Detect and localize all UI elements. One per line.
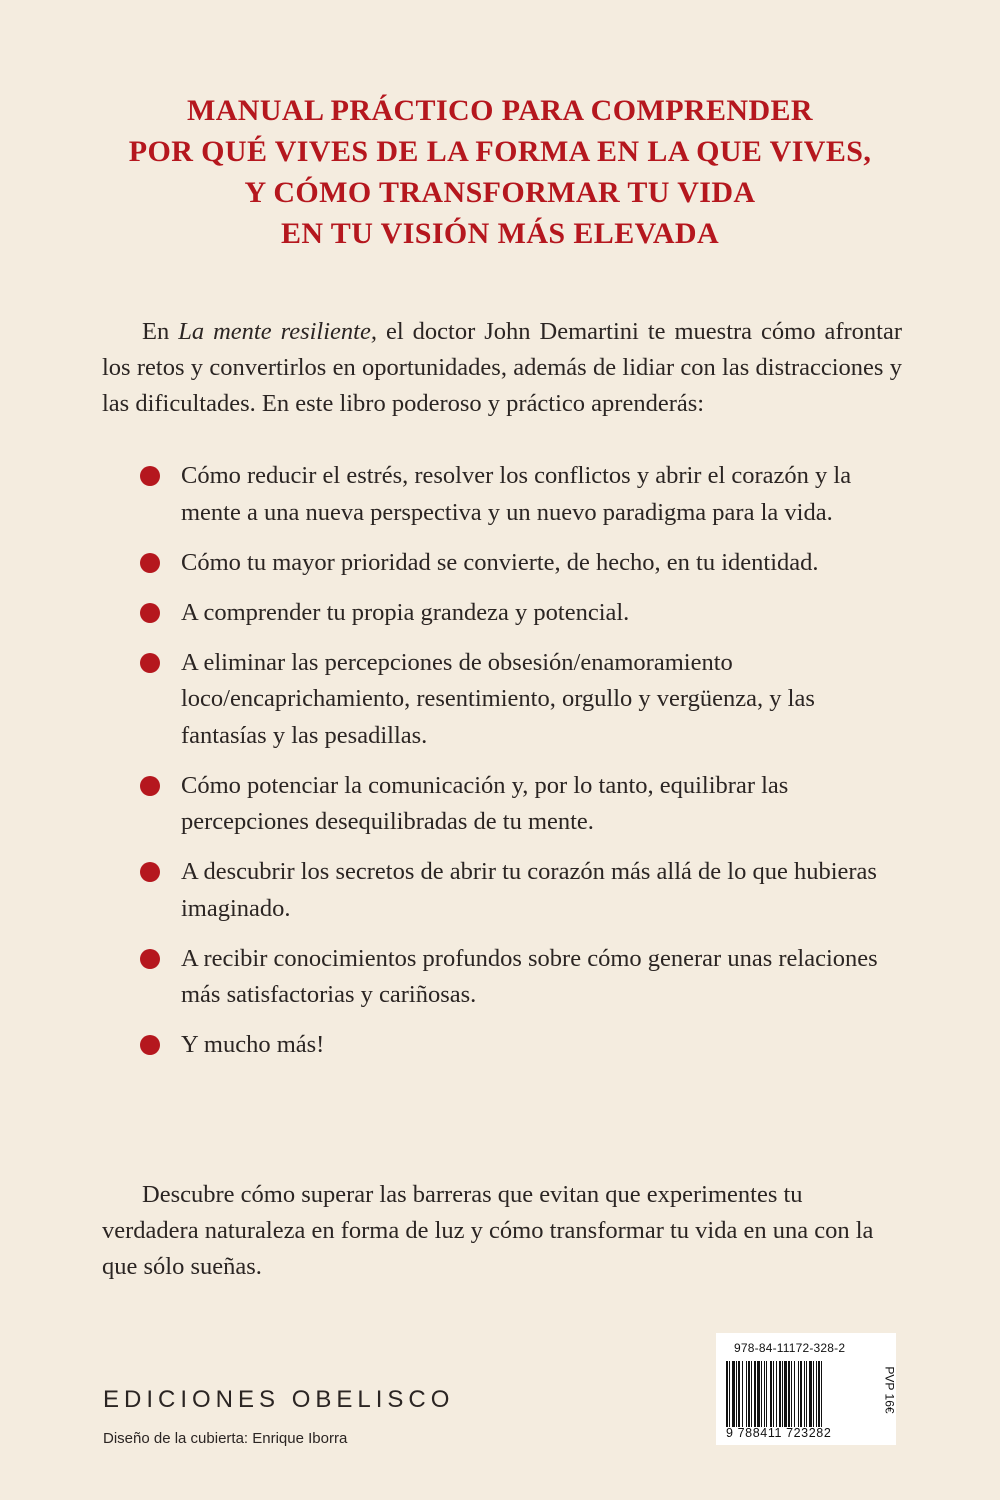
bullet-dot-icon — [140, 466, 160, 486]
list-item-text: Y mucho más! — [181, 1031, 325, 1058]
list-item-text: Cómo potenciar la comunicación y, por lo tanto, equilibrar las percepciones desequilibradas de tu mente. — [181, 771, 789, 835]
list-item — [102, 1027, 902, 1064]
isbn-number: 978-84-11172-328-2 — [734, 1341, 846, 1355]
list-item-text: Cómo tu mayor prioridad se convierte, de hecho, en tu identidad. — [181, 548, 819, 576]
barcode-digits: 9 788411 723282 — [726, 1426, 832, 1440]
bullet-dot-icon — [140, 1035, 160, 1055]
price-label: PVP 16€ — [882, 1366, 897, 1414]
headline-line: MANUAL PRÁCTICO PARA COMPRENDER — [187, 94, 813, 127]
intro-paragraph — [102, 314, 902, 423]
list-item — [102, 458, 902, 531]
headline-line: Y CÓMO TRANSFORMAR TU VIDA — [244, 176, 756, 209]
bullet-dot-icon — [140, 653, 160, 673]
book-title: La mente resiliente, — [178, 317, 377, 345]
list-item — [102, 595, 902, 632]
bullet-dot-icon — [140, 949, 160, 969]
list-item — [102, 854, 902, 927]
list-item-text: A descubrir los secretos de abrir tu corazón más allá de lo que hubieras imaginado. — [181, 858, 877, 922]
list-item-text: Cómo reducir el estrés, resolver los conflictos y abrir el corazón y la mente a una nueva perspectiva y un nuevo paradigma para la vida. — [181, 462, 852, 526]
list-item-text: A recibir conocimientos profundos sobre cómo generar unas relaciones más satisfactorias y cariñosas. — [181, 944, 878, 1008]
bullet-dot-icon — [140, 862, 160, 882]
publisher-name: EDICIONES OBELISCO — [103, 1386, 455, 1413]
bullet-dot-icon — [140, 553, 160, 573]
intro-text: el doctor John Demartini te muestra cómo afrontar los retos y convertirlos en oportunidades, además de lidiar con las distracciones y las dificultades. En este libro poderoso y práctico aprenderás: — [102, 317, 902, 418]
headline-line: POR QUÉ VIVES DE LA FORMA EN LA QUE VIVES, — [128, 135, 872, 168]
barcode-icon — [724, 1361, 874, 1427]
list-item — [102, 645, 902, 755]
cover-design-credit: Diseño de la cubierta: Enrique Iborra — [103, 1430, 348, 1447]
list-item — [102, 768, 902, 841]
list-item — [102, 941, 902, 1014]
list-item-text: A eliminar las percepciones de obsesión/enamoramiento loco/encaprichamiento, resentimiento, orgullo y vergüenza, y las fantasías y las pesadillas. — [181, 648, 815, 749]
closing-paragraph: Descubre cómo superar las barreras que evitan que experimentes tu verdadera naturaleza en forma de luz y cómo transformar tu vida en una con la que sólo sueñas. — [102, 1180, 874, 1281]
list-item-text: A comprender tu propia grandeza y potencial. — [181, 598, 630, 626]
list-item — [102, 545, 902, 582]
benefits-list — [102, 458, 902, 1077]
bullet-dot-icon — [140, 776, 160, 796]
barcode-block — [716, 1333, 896, 1445]
headline — [0, 90, 1000, 254]
headline-line: EN TU VISIÓN MÁS ELEVADA — [280, 217, 720, 250]
intro-lead: En — [142, 317, 179, 345]
bullet-dot-icon — [140, 603, 160, 623]
